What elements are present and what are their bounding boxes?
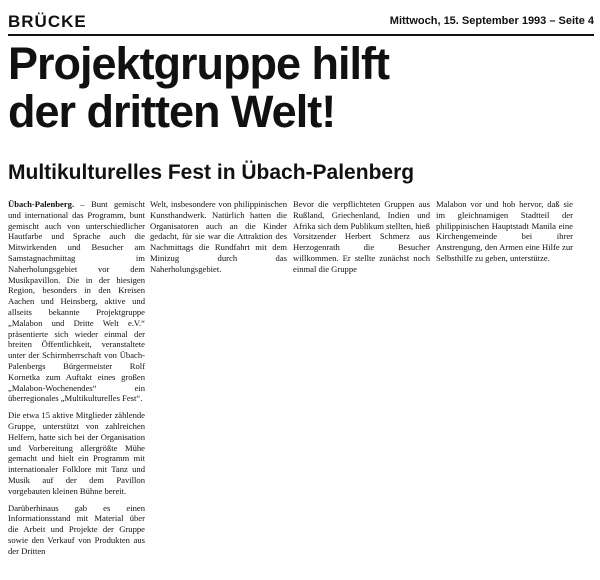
paragraph-text: – Bunt gemischt und international das Programm, bunt gemischt auch von unterschiedlicher Hautfarbe und Sprache auch die Mitwirkenden und Besucher am Samstagnachmittag im Naherholungsgebiet vor dem Musikpavillon. Die in der hiesigen Region, besonders in den Kreisen Aachen und Heinsberg, aktive und allseits bekannte Projektgruppe „Malabon und Dritte Welt e.V.“ präsentierte sich wieder einmal der breiten Öffentlichkeit, veranstaltete unter der Schirmherrschaft von Übach-Palenbergs Bürgermeister Rolf Kornetka zum Auftakt eines großen „Malabon-Wochenendes“ ein überregionales „Multikulturelles Fest“.: [8, 199, 145, 404]
headline: [8, 40, 594, 136]
masthead: [8, 12, 594, 36]
subheadline: Multikulturelles Fest in Übach-Palenberg: [8, 161, 415, 184]
paragraph: Die etwa 15 aktive Mitglieder zählende Gruppe, unterstützt von zahlreichen Helfern, hatte sich bei der Organisation und Vorbereitung allergrößte Mühe gemacht und hielt ein Programm mit internationaler Folklore mit Tanz und Musik auf der dem Pavillon vorgebauten kleinen Bühne bereit.: [8, 410, 145, 496]
paragraph: Malabon vor und hob hervor, daß sie im gleichnamigen Stadtteil der philippinischen Hauptstadt Manila eine Kirchengemeinde bei ihrer Anstrengung, den Armen eine Hilfe zur Selbsthilfe zu geben, unterstütze.: [436, 199, 573, 263]
article-column-2: [150, 199, 287, 281]
article-column-1: [8, 199, 145, 563]
dateline: Mittwoch, 15. September 1993 – Seite 4: [389, 15, 594, 27]
paragraph: Welt, insbesondere von philippinischen Kunsthandwerk. Natürlich hatten die Organisatoren auch an die Kinder gedacht, für sie war die Attraktion des Nachmittags die Rundfahrt mit dem Minizug durch das Naherholungsgebiet.: [150, 199, 287, 274]
headline-line-1: Projektgruppe hilft: [8, 38, 390, 89]
paragraph: Bevor die verpflichteten Gruppen aus Rußland, Griechenland, Indien und Afrika sich dem Publikum stellten, hieß Vorsitzender Herbert Schmerz aus Herzogenrath die Besucher willkommen. Er stellte zunächst noch einmal die Gruppe: [293, 199, 431, 274]
paragraph: [8, 199, 145, 404]
headline-line-2: der dritten Welt!: [8, 86, 336, 137]
article-column-4: [436, 199, 573, 270]
dateline-place: Übach-Palenberg.: [8, 199, 75, 209]
paragraph: Darüberhinaus gab es einen Informationsstand mit Material über die Arbeit und Projekte der Gruppe sowie den Verkauf von Produkten aus der Dritten: [8, 502, 145, 556]
newspaper-name: BRÜCKE: [8, 12, 87, 31]
article-column-3: [293, 199, 430, 281]
